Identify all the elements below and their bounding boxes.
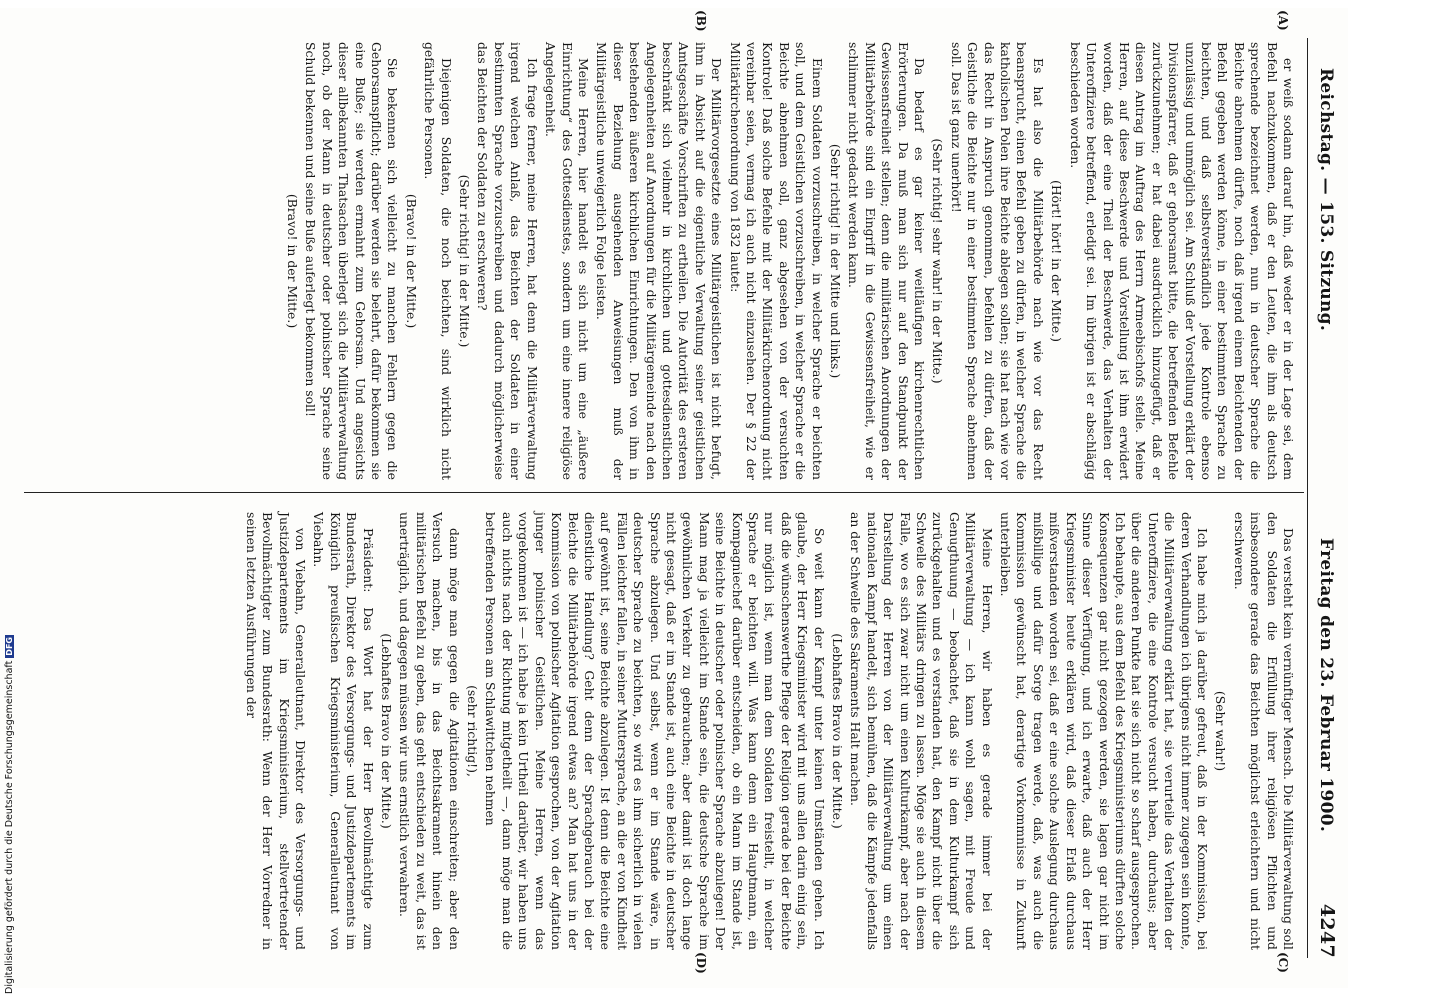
- paragraph: Präsident: Das Wort hat der Herr Bevollmächtigte zum Bundesrath, Direktor des Versorgungs- und Justizdepartements im Königlich preußischen Kriegsministerium, Generalleutnant von Viebahn.: [311, 512, 376, 950]
- paragraph: Meine Herren, hier handelt es sich nicht um eine „äußere Einrichtung“ des Gottesdienstes, sondern um eine innere religiöse Angelegenheit.: [543, 42, 591, 480]
- paragraph: Ich habe mich ja darüber gefreut, daß in der Kommission, bei deren Verhandlungen ich übrigens nicht immer zugegen sein konnte, die Militärverwaltung erklärt hat, sie verurteile das Verhalten der Unteroffiziere, die eine Kontrole versucht haben, durchaus; aber über die anderen Punkte hat sie sich nicht so scharf ausgesprochen. Ich behaupte, aus dem Befehl des Kriegsministeriums dürften solche Konsequenzen gar nicht gezogen werden, sie lagen gar nicht im Sinne dieser Verfügung, und ich erwarte, daß auch der Herr Kriegsminister heute erklären wird, daß dieser Erlaß durchaus mißverstanden worden sei, daß er eine solche Auslegung durchaus mißbillige und dafür Sorge tragen werde, daß, was auch die Kommission gewünscht hat, derartige Vorkommnisse in Zukunft unterbleiben.: [998, 512, 1210, 950]
- interjection: (Sehr richtig! sehr wahr! in der Mitte.): [930, 138, 946, 384]
- margin-mark-b: (B): [694, 10, 708, 32]
- paragraph: Es hat also die Militärbehörde nach wie vor das Recht beansprucht, einen Befehl geben zu dürfen, in welcher Sprache die katholischen Polen ihre Beichte ablegen sollen; sie hat nach wie vor das Recht in Anspruch genommen, befehlen zu dürfen, daß der Geistliche die Beichte nur in einer bestimmten Sprache abnehmen soll. Das ist ganz unerhört!: [948, 42, 1046, 480]
- right-column: [240, 512, 1296, 950]
- paragraph: er weiß sodann darauf hin, daß weder er in der Lage sei, dem Befehl nachzukommen, daß er den Leuten, die ihm als deutsch sprechende bezeichnet werden, nun in deutscher Sprache die Beichte abnehmen dürfte, noch daß irgend einem Beichtenden der Befehl gegeben werden könne, in einer bestimmten Sprache zu beichten, und daß selbstverständlich jede Kontrole ebenso unzulässig und unmöglich sei. Am Schluß der Vorstellung erklärt der Divisionspfarrer, daß er gehorsamst bitte, die betreffenden Befehle zurückzunehmen; er hat dabei ausdrücklich hinzugefügt, daß er diesen Antrag im Auftrag des Herrn Armeebischofs stelle. Meine Herren, auf diese Beschwerde und Vorstellung ist ihm erwidert worden, daß der eine Theil der Beschwerde, das Verhalten der Unteroffiziere betreffend, erledigt sei. Im übrigen ist er abschlägig beschieden worden.: [1067, 42, 1296, 480]
- paragraph: Ich frage ferner, meine Herren, hat denn die Militärverwaltung irgend welchen Anlaß, das Beichten der Soldaten in einer bestimmten Sprache vorzuschreiben und dadurch möglicherweise das Beichten der Soldaten zu erschweren?: [475, 42, 540, 480]
- interjection: (sehr richtig!),: [465, 685, 481, 777]
- interjection: (Hört! hört! in der Mitte.): [1049, 180, 1065, 342]
- paragraph: Meine Herren, wir haben es gerade immer bei der Militärverwaltung — ich kann wohl sagen, mit Freude und Genugthuung — beobachtet, daß sie in dem Kulturkampf sich zurückgehalten und es verstanden hat, den Kampf nicht über die Schwelle des Militärs dringen zu lassen. Möge sie auch in diesem Falle, wo es sich zwar nicht um einen Kulturkampf, aber nach der Darstellung der Herren von der Militärverwaltung um einen nationalen Kampf handelt, sich bemühen, daß die Kämpfe jedenfalls an der Schwelle des Sakraments Halt machen.: [848, 512, 995, 950]
- column-divider: [24, 492, 1304, 493]
- interjection: (Sehr richtig! in der Mitte.): [457, 174, 473, 348]
- paragraph: Da bedarf es gar keiner weitläufigen kirchenrechtlichen Erörterungen. Da muß man sich nur auf den Standpunkt der Gewissensfreiheit stellen; denn die militärischen Anordnungen der Militärbehörde sind ein Eingriff in die Gewissensfreiheit, wie er schlimmer nicht gedacht werden kann.: [846, 42, 928, 480]
- paragraph: Einem Soldaten vorzuschreiben, in welcher Sprache er beichten soll, und dem Geistlichen vorzuschreiben, in welcher Sprache er die Beichte abnehmen soll, ganz abgesehen von der versuchten Kontrole! Daß solche Befehle mit der Militärkirchenordnung nicht vereinbar seien, vermag ich auch nicht einzusehen. Der § 22 der Militärkirchenordnung von 1832 lautet:: [727, 42, 825, 480]
- margin-mark-d: (D): [694, 952, 708, 974]
- digitization-credit: [4, 635, 15, 994]
- credit-text: Digitalisierung gefördert durch die Deutsche Forschungsgemeinschaft: [4, 660, 15, 994]
- margin-mark-a: (A): [1276, 10, 1290, 31]
- page-number: 4247: [1316, 903, 1338, 958]
- paragraph: Das versteht kein vernünftiger Mensch. Die Militärverwaltung soll den Soldaten die Erfüllung ihrer religiösen Pflichten und insbesondere gerade das Beichten möglichst erleichtern und nicht erschweren.: [1231, 512, 1296, 950]
- page-header: [1307, 38, 1342, 958]
- margin-mark-c: (C): [1276, 952, 1290, 973]
- newspaper-page: [0, 8, 1348, 988]
- paragraph: Sie bekennen sich vielleicht zu manchen Fehlern gegen die Gehorsamspflicht; darüber werden sie belehrt, dafür bekommen sie eine Buße; sie werden ermahnt zum Gehorsam. Und angesichts dieser allbekannten Thatsachen überlegt sich die Militärverwaltung noch, ob der Mann in deutscher oder polnischer Sprache seine Schuld bekennen und seine Buße auferlegt bekommen soll!: [303, 42, 401, 480]
- interjection: (Lebhaftes Bravo in der Mitte.): [379, 633, 395, 829]
- paragraph: Der Militärvorgesetzte eines Militärgeistlichen ist nicht befugt, ihm in Absicht auf die eigentliche Verwaltung seiner geistlichen Amtsgeschäfte Vorschriften zu ertheilen. Die Autorität des ersteren beschränkt sich vielmehr in kirchlichen und gottesdienstlichen Angelegenheiten auf Anordnungen für die Militärgemeinde nach den bestehenden äußeren kirchlichen Einrichtungen. Den von ihm in dieser Beziehung ausgehenden Anweisungen muß der Militärgeistliche unweigerlich Folge leisten.: [594, 42, 725, 480]
- paragraph: von Viebahn, Generalleutnant, Direktor des Versorgungs- und Justizdepartements im Kriegsministerium, stellvertretender Bevollmächtigter zum Bundesrath: Wenn der Herr Vorredner in seinen letzten Ausführungen der: [243, 512, 309, 950]
- interjection: (Lebhaftes Bravo in der Mitte.): [830, 633, 846, 829]
- interjection: (Bravo! in der Mitte.): [285, 193, 301, 329]
- header-session-title: Reichstag. — 153. Sitzung.: [1316, 68, 1336, 332]
- interjection: (Sehr wahr!): [1213, 690, 1229, 772]
- paragraph: So weit kann der Kampf unter keinen Umständen gehen. Ich glaube, der Herr Kriegsminister wird mit uns allen darin einig sein, daß die wünschenswerthe Pflege der Religion gerade bei der Beichte nur möglich ist, wenn man dem Soldaten freistellt, in welcher Sprache er beichten will. Was kann denn ein Hauptmann, ein Kompagniechef darüber entscheiden, ob ein Mann im Stande ist, seine Beichte in deutscher oder polnischer Sprache abzulegen! Der Mann mag ja vielleicht im Stande sein, die deutsche Sprache im gewöhnlichen Verkehr zu gebrauchen; aber damit ist doch lange nicht gesagt, daß er im Stande ist, auch eine Beichte in deutscher Sprache abzulegen. Und selbst, wenn er im Stande wäre, in deutscher Sprache zu beichten, so wird es ihm sicherlich in vielen Fällen leichter fallen, in seiner Muttersprache, an die er von Kindheit auf gewöhnt ist, seine Beichte abzulegen. Ist denn die Beichte eine dienstliche Handlung? Geht denn der Sprachgebrauch bei der Beichte die Militärbehörde irgend etwas an? Man hat uns in der Kommission von polnischer Agitation gesprochen, von der Agitation junger polnischer Geistlichen. Meine Herren, wenn das vorgekommen ist — ich habe ja kein Urtheil darüber, wir haben uns auch nichts nach der Richtung mitgetheilt —, dann möge man die betreffenden Personen am Schlawittchen nehmen: [483, 512, 827, 950]
- paragraph: dann möge man gegen die Agitationen einschreiten; aber den Versuch machen, bis in das Beichtsakrament hinein den militärischen Befehl zu geben, das geht entschieden zu weit, das ist unerträglich, und dagegen müssen wir uns ernstlich verwahren.: [397, 512, 462, 950]
- interjection: (Bravo! in der Mitte.): [403, 193, 419, 329]
- header-date: Freitag den 23. Februar 1900.: [1316, 538, 1336, 833]
- left-column: [282, 42, 1296, 480]
- interjection: (Sehr richtig! in der Mitte und links.): [828, 143, 844, 379]
- paragraph: Diejenigen Soldaten, die noch beichten, sind wirklich nicht gefährliche Personen.: [422, 42, 454, 480]
- dfg-logo: DFG: [5, 637, 14, 656]
